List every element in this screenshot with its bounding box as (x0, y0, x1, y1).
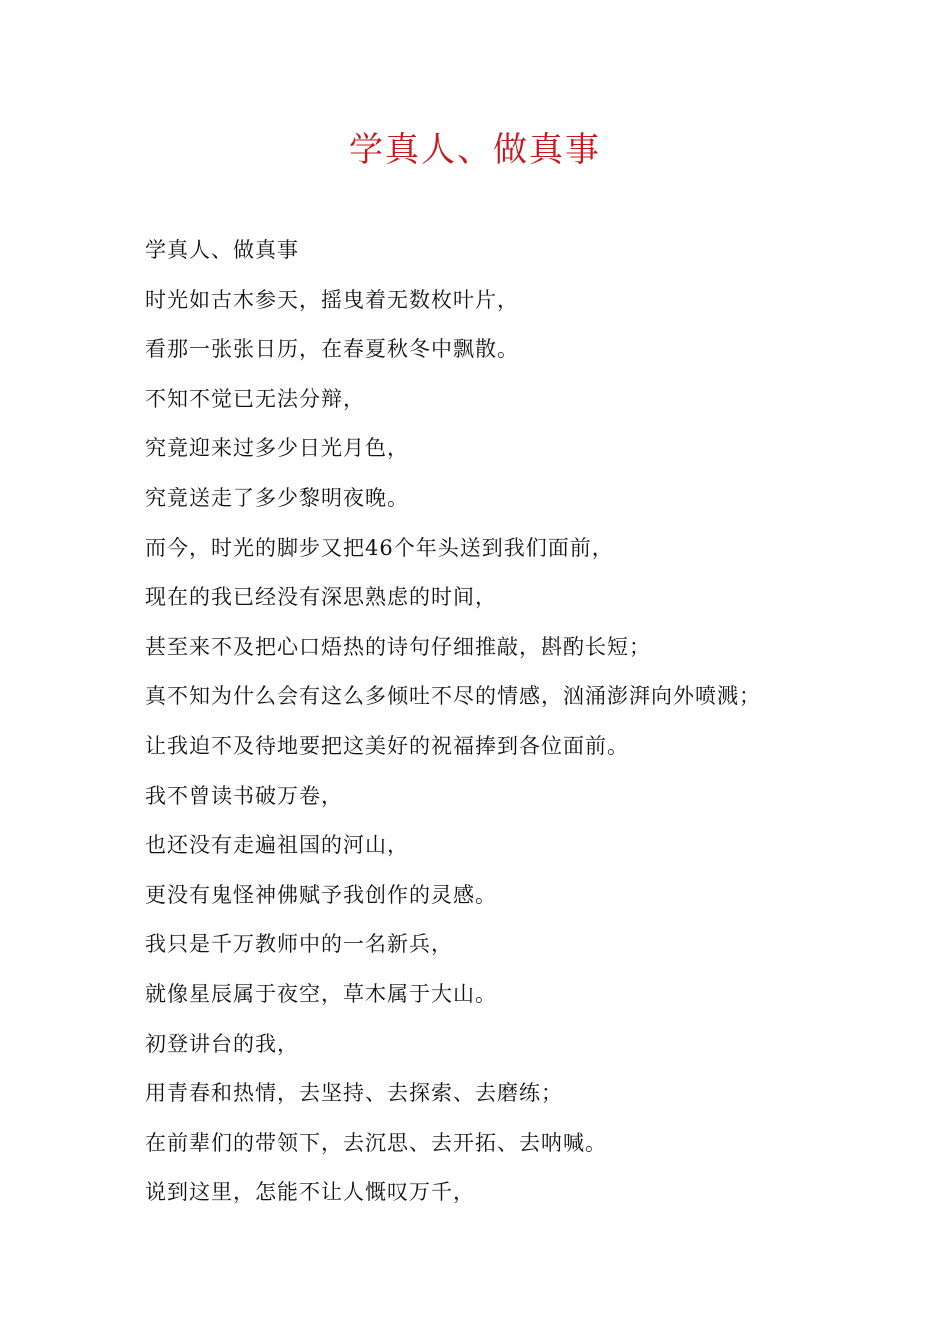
poem-line: 时光如古木参天，摇曳着无数枚叶片， (145, 287, 519, 312)
poem-line: 不知不觉已无法分辩， (145, 386, 365, 411)
poem-line: 在前辈们的带领下，去沉思、去开拓、去呐喊。 (145, 1130, 607, 1155)
poem-line: 看那一张张日历，在春夏秋冬中飘散。 (145, 337, 519, 362)
poem-line: 更没有鬼怪神佛赋予我创作的灵感。 (145, 882, 497, 907)
poem-line: 我只是千万教师中的一名新兵， (145, 932, 453, 957)
poem-line: 学真人、做真事 (145, 238, 299, 262)
poem-line: 初登讲台的我， (145, 1031, 299, 1056)
poem-line: 究竟送走了多少黎明夜晚。 (145, 485, 409, 510)
poem-line: 也还没有走遍祖国的河山， (145, 833, 409, 858)
poem-line: 甚至来不及把心口焐热的诗句仔细推敲，斟酌长短； (145, 634, 651, 659)
poem-line: 说到这里，怎能不让人慨叹万千， (145, 1180, 475, 1205)
poem-line: 让我迫不及待地要把这美好的祝福捧到各位面前。 (145, 733, 629, 758)
poem-line: 就像星辰属于夜空，草木属于大山。 (145, 981, 497, 1006)
document-title: 学真人、做真事 (349, 130, 601, 170)
poem-line: 真不知为什么会有这么多倾吐不尽的情感，汹涌澎湃向外喷溅； (145, 684, 761, 709)
poem-line: 而今，时光的脚步又把46个年头送到我们面前， (145, 535, 614, 560)
poem-line: 现在的我已经没有深思熟虑的时间， (145, 585, 497, 610)
poem-body (145, 230, 925, 1222)
poem-line: 用青春和热情，去坚持、去探索、去磨练； (145, 1081, 563, 1106)
poem-line: 我不曾读书破万卷， (145, 783, 343, 808)
poem-line: 究竟迎来过多少日光月色， (145, 436, 409, 461)
